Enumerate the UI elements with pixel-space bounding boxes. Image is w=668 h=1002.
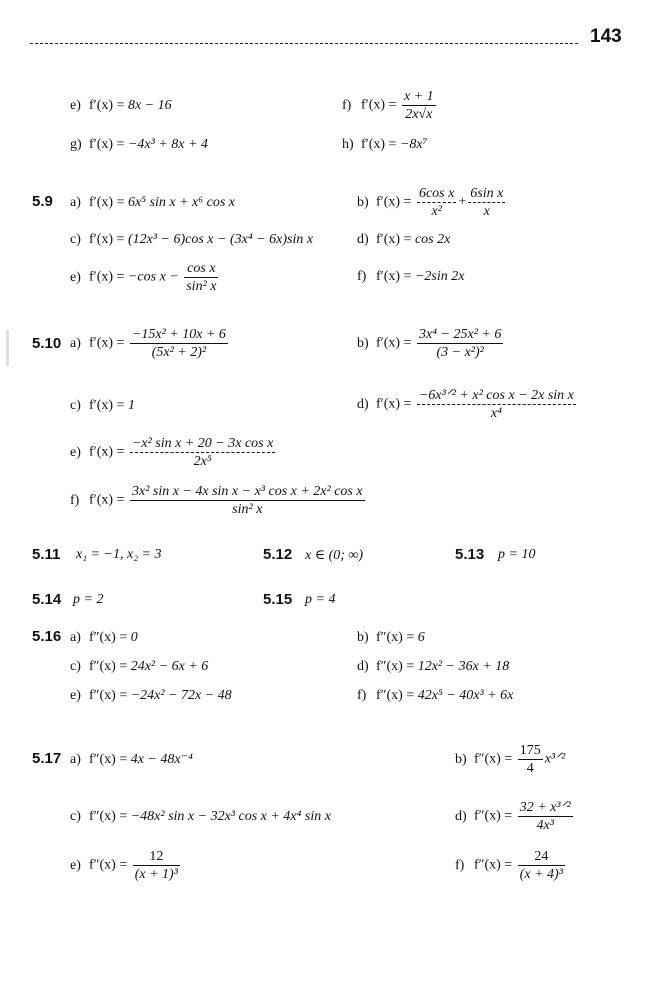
exercise-5-17: 5.17 <box>32 750 62 767</box>
numerator: cos x <box>187 261 216 276</box>
item-5-17-a <box>70 751 193 769</box>
fdoubleprime: f″(x) = <box>89 659 128 674</box>
item-5-17-f <box>455 848 567 883</box>
item-top-e <box>70 97 172 115</box>
fraction <box>133 848 180 883</box>
numerator: −15x² + 10x + 6 <box>131 327 226 342</box>
numerator: 32 + x³ᐟ² <box>519 800 571 815</box>
item-5-10-b <box>357 326 505 361</box>
answer-5-12: x ∈ (0; ∞) <box>305 548 364 563</box>
denominator: (x + 1)³ <box>134 867 178 882</box>
label: a) <box>70 752 81 767</box>
fdoubleprime: f″(x) = <box>89 688 128 703</box>
exercise-5-15: 5.15 <box>263 591 293 608</box>
item-5-17-e <box>70 848 182 883</box>
label: b) <box>357 630 369 645</box>
exercise-5-16: 5.16 <box>32 628 62 645</box>
denominator: x <box>468 202 505 220</box>
fprime: f′(x) = <box>89 335 125 351</box>
denominator: sin² x <box>130 500 365 518</box>
label: f) <box>357 269 367 284</box>
label: f) <box>357 688 367 703</box>
label: b) <box>455 751 467 767</box>
label: e) <box>70 857 81 873</box>
fprime: f′(x) = <box>376 232 412 247</box>
label: b) <box>357 335 369 351</box>
label: e) <box>70 98 81 113</box>
fprime: f′(x) = <box>89 444 125 460</box>
label: c) <box>70 232 81 247</box>
label: c) <box>70 398 81 413</box>
denominator: x⁴ <box>417 404 576 422</box>
header-rule <box>30 43 578 44</box>
answer: 4x − 48x⁻⁴ <box>130 752 193 767</box>
answer: 0 <box>130 630 138 645</box>
label: b) <box>357 194 369 210</box>
item-top-g <box>70 136 208 154</box>
denominator: 2x⁵ <box>130 452 275 470</box>
fdoubleprime: f″(x) = <box>376 630 415 645</box>
fprime: f′(x) = <box>376 194 412 210</box>
numerator: −x² sin x + 20 − 3x cos x <box>131 436 274 451</box>
fdoubleprime: f″(x) = <box>89 809 128 824</box>
exercise-5-10: 5.10 <box>32 335 62 352</box>
denominator: x² <box>417 202 456 220</box>
answer: cos 2x <box>414 232 451 247</box>
denominator: (3 − x²)² <box>417 343 503 361</box>
answer: 8x − 16 <box>127 98 172 113</box>
fprime: f′(x) = <box>89 137 125 152</box>
item-5-16-b <box>357 629 425 647</box>
fraction <box>130 326 228 361</box>
label: g) <box>70 137 82 152</box>
label: a) <box>70 195 81 210</box>
exercise-5-12: 5.12 <box>263 546 293 563</box>
label: a) <box>70 335 81 351</box>
answer: (12x³ − 6)cos x − (3x⁴ − 6x)sin x <box>127 232 314 247</box>
answer: −8x⁷ <box>399 137 428 152</box>
item-5-16-d <box>357 658 509 676</box>
fprime: f′(x) = <box>376 269 412 284</box>
item-5-9-b: b) f′(x) = $\frac{\text{6cos x}}{\text{x²}}$ + $\frac{\text{6sin x}}{x}$ <box>357 186 504 219</box>
label: f) <box>455 857 465 873</box>
fraction <box>402 88 436 123</box>
answer-5-11: x₁ = −1, x₂ = 3 <box>76 547 162 562</box>
fprime: f′(x) = <box>89 269 125 285</box>
numerator: 6sin x <box>470 186 504 201</box>
numerator: 12 <box>149 849 164 864</box>
label: f) <box>342 97 352 113</box>
fprime: f′(x) = <box>89 232 125 247</box>
fdoubleprime: f″(x) = <box>89 857 128 873</box>
exercise-5-14: 5.14 <box>32 591 62 608</box>
label: d) <box>357 396 369 412</box>
fprime: f′(x) = <box>376 335 412 351</box>
label: e) <box>70 444 81 460</box>
answer-5-14: p = 2 <box>73 592 104 607</box>
item-5-17-c <box>70 808 331 826</box>
fraction <box>417 387 576 422</box>
item-5-17-b <box>455 742 565 777</box>
numerator: x + 1 <box>403 89 434 104</box>
exercise-5-11: 5.11 <box>32 546 61 563</box>
item-5-9-e <box>70 260 220 295</box>
answer: 12x² − 36x + 18 <box>417 659 510 674</box>
item-5-16-f <box>357 687 513 705</box>
item-5-10-e <box>70 435 277 470</box>
answer: 6x⁵ sin x + x⁶ cos x <box>127 195 235 210</box>
numerator: 3x² sin x − 4x sin x − x³ cos x + 2x² cos x <box>131 484 363 499</box>
fprime: f′(x) = <box>89 398 125 413</box>
exercise-5-13: 5.13 <box>455 546 485 563</box>
fprime: f′(x) = <box>376 396 412 412</box>
fdoubleprime: f″(x) = <box>376 688 415 703</box>
item-5-10-a <box>70 326 230 361</box>
fraction <box>130 483 365 518</box>
answer: 6 <box>417 630 425 645</box>
scan-margin-mark <box>6 330 9 366</box>
item-5-16-a <box>70 629 138 647</box>
item-5-9-f <box>357 268 464 286</box>
answer-5-13: p = 10 <box>498 547 536 562</box>
label: a) <box>70 630 81 645</box>
denominator: sin² x <box>186 279 217 294</box>
numerator: −6x³ᐟ² + x² cos x − 2x sin x <box>418 388 574 403</box>
denominator: 4 <box>518 759 543 777</box>
item-5-16-e <box>70 687 232 705</box>
denominator: 4x³ <box>518 816 573 834</box>
fraction <box>184 260 218 295</box>
item-5-9-a <box>70 194 235 212</box>
fdoubleprime: f″(x) = <box>89 752 128 767</box>
exercise-5-9: 5.9 <box>32 193 53 210</box>
numerator: 3x⁴ − 25x² + 6 <box>418 327 502 342</box>
label: e) <box>70 688 81 703</box>
answer-suffix: x³ᐟ² <box>544 751 566 767</box>
label: d) <box>455 808 467 824</box>
label: h) <box>342 137 354 152</box>
fdoubleprime: f″(x) = <box>376 659 415 674</box>
fraction <box>417 326 503 361</box>
answer: −48x² sin x − 32x³ cos x + 4x⁴ sin x <box>130 809 331 824</box>
item-5-16-c <box>70 658 208 676</box>
fprime: f′(x) = <box>89 492 125 508</box>
denominator: (5x² + 2)² <box>130 343 228 361</box>
numerator: 24 <box>534 849 549 864</box>
fprime: f′(x) = <box>89 98 125 113</box>
fprime: f′(x) = <box>361 137 397 152</box>
item-top-f <box>342 88 438 123</box>
answer-prefix: −cos x − <box>127 269 179 285</box>
label: e) <box>70 269 81 285</box>
answer: −2sin 2x <box>414 269 465 284</box>
label: f) <box>70 492 80 508</box>
item-5-9-c <box>70 231 313 249</box>
answer: 42x⁵ − 40x³ + 6x <box>417 688 514 703</box>
item-top-h <box>342 136 427 154</box>
fraction <box>417 185 456 220</box>
answer: −4x³ + 8x + 4 <box>127 137 208 152</box>
answer: 24x² − 6x + 6 <box>130 659 209 674</box>
fraction <box>518 799 573 834</box>
fraction <box>468 185 505 220</box>
fdoubleprime: f″(x) = <box>89 630 128 645</box>
item-5-10-c <box>70 397 135 415</box>
answer: −24x² − 72x − 48 <box>130 688 232 703</box>
fdoubleprime: f″(x) = <box>474 751 513 767</box>
fdoubleprime: f″(x) = <box>474 857 513 873</box>
item-5-10-d <box>357 387 578 422</box>
answer-5-15: p = 4 <box>305 592 336 607</box>
fraction <box>518 848 565 883</box>
denominator: 2x√x <box>402 105 436 123</box>
denominator: (x + 4)³ <box>519 867 563 882</box>
label: d) <box>357 659 369 674</box>
label: c) <box>70 659 81 674</box>
item-5-17-d <box>455 799 575 834</box>
fprime: f′(x) = <box>89 195 125 210</box>
fraction <box>518 742 543 777</box>
fraction <box>130 435 275 470</box>
item-5-9-d <box>357 231 450 249</box>
fdoubleprime: f″(x) = <box>474 808 513 824</box>
item-5-10-f <box>70 483 367 518</box>
answer: 1 <box>127 398 135 413</box>
label: c) <box>70 809 81 824</box>
numerator: 6cos x <box>418 186 455 201</box>
numerator: 175 <box>519 743 541 758</box>
fprime: f′(x) = <box>361 97 397 113</box>
page-number: 143 <box>590 26 622 47</box>
label: d) <box>357 232 369 247</box>
